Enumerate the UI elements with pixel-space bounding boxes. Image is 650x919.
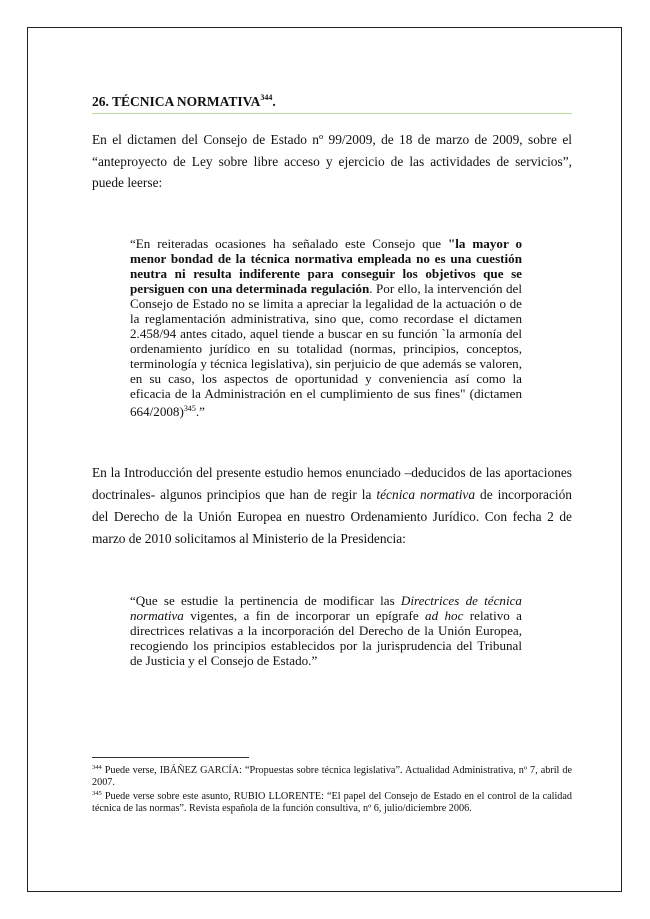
heading-end: . bbox=[272, 94, 276, 109]
footnote-text: Puede verse sobre este asunto, RUBIO LLORENTE: “El papel del Consejo de Estado en el control de la calidad técnica de las normas”. Revista española de la función consultiva, nº 6, julio/diciembre 2006. bbox=[92, 791, 572, 814]
heading-footnote-ref[interactable]: 344 bbox=[260, 93, 273, 102]
q2-text-a: “Que se estudie la pertinencia de modificar las bbox=[130, 593, 401, 608]
footnote-separator bbox=[92, 757, 249, 758]
second-paragraph bbox=[92, 462, 572, 550]
section-heading bbox=[92, 93, 572, 114]
quote1-rest: . Por ello, la intervención del Consejo de Estado no se limita a apreciar la legalidad de la actuación o de la reglamentación administrativa, sino que, como recordase el dictamen 2.458/94 antes citado, aquel tiende a buscar en su función `la armonía del ordenamiento jurídico en su totalidad (normas, principios, conceptos, terminología y técnica legislativa), sin perjuicio de que además se valoren, en su caso, los aspectos de oportunidad y conveniencia así como la eficacia de la Administración en el cumplimiento de sus fines" (dictamen 664/2008) bbox=[130, 281, 522, 419]
quote1-open: “En reiteradas ocasiones ha señalado este Consejo que bbox=[130, 236, 448, 251]
quote1-footnote-ref[interactable]: 345 bbox=[183, 404, 196, 413]
q2-italic-1: Directrices de técnica normativa bbox=[130, 593, 522, 623]
footnote-text: Puede verse, IBÁÑEZ GARCÍA: “Propuestas sobre técnica legislativa”. Actualidad Administrativa, nº 7, abril de 2007. bbox=[92, 765, 572, 788]
q2-text-c: relativo a directrices relativas a la incorporación del Derecho de la Unión Europea, recogiendo los principios establecidos por la jurisprudencia del Tribunal de Justicia y el Consejo de Estado.” bbox=[130, 608, 522, 668]
p2-italic: técnica normativa bbox=[376, 487, 476, 502]
p2-text-a: En la Introducción del presente estudio hemos enunciado –deducidos de las aportaciones doctrinales- algunos principios que han de regir la bbox=[92, 465, 572, 502]
q2-italic-2: ad hoc bbox=[425, 608, 464, 623]
q2-text-b: vigentes, a fin de incorporar un epígrafe bbox=[183, 608, 426, 623]
footnote-345 bbox=[92, 788, 572, 815]
p2-text-b: de incorporación del Derecho de la Unión Europea en nuestro Ordenamiento Jurídico. Con fecha 2 de marzo de 2010 solicitamos al Ministerio de la Presidencia: bbox=[92, 487, 573, 546]
intro-paragraph: En el dictamen del Consejo de Estado nº 99/2009, de 18 de marzo de 2009, sobre el “anteproyecto de Ley sobre libre acceso y ejercicio de las actividades de servicios”, puede leerse: bbox=[92, 132, 572, 190]
quote1-close: .” bbox=[195, 404, 205, 419]
block-quote-dictamen bbox=[130, 236, 522, 419]
block-quote-request bbox=[130, 593, 522, 668]
footnote-344 bbox=[92, 762, 572, 789]
footnote-number: 345 bbox=[92, 790, 102, 797]
heading-title: 26. TÉCNICA NORMATIVA bbox=[92, 94, 261, 109]
quote1-bold-text: "la mayor o menor bondad de la técnica normativa empleada no es una cuestión neutra ni resulta indiferente para conseguir los objetivos que se persiguen con una determinada regulación bbox=[130, 236, 522, 296]
footnote-number: 344 bbox=[92, 764, 102, 771]
